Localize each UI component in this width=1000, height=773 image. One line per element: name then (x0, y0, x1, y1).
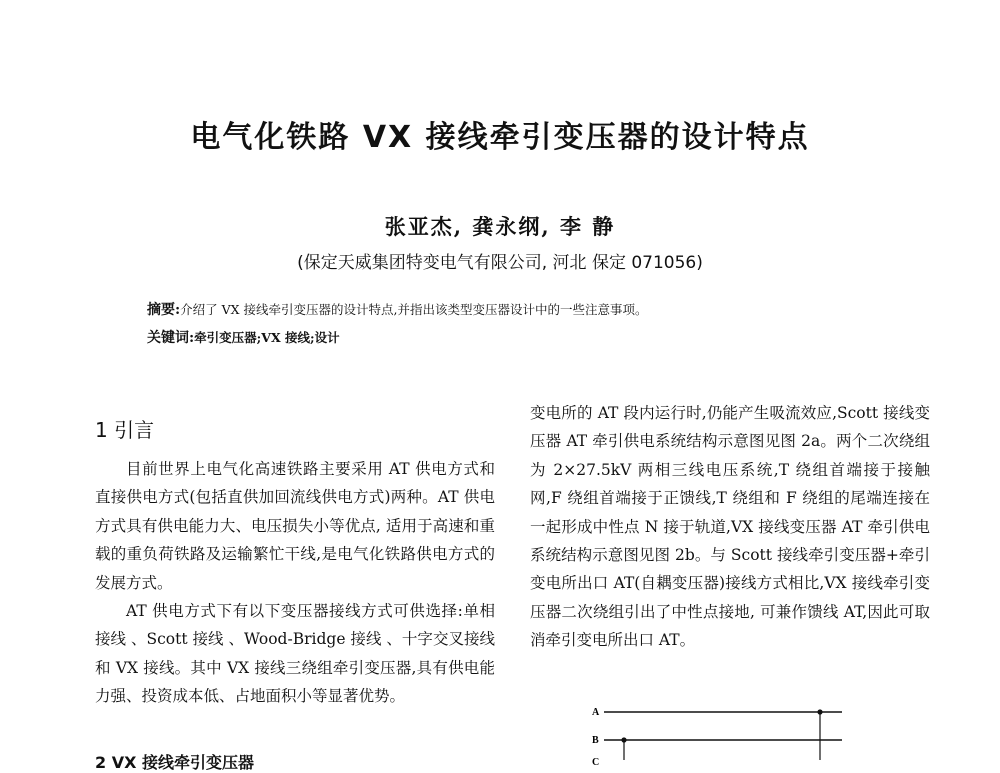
authors: 张亚杰, 龚永纲, 李 静 (384, 214, 616, 239)
abstract-text: 介绍了 VX 接线牵引变压器的设计特点,并指出该类型变压器设计中的一些注意事项。 (180, 302, 648, 317)
phase-label-b: B (592, 735, 599, 746)
left-column (95, 455, 495, 711)
right-column (530, 399, 930, 655)
paragraph-right: 变电所的 AT 段内运行时,仍能产生吸流效应,Scott 接线变压器 AT 牵引供电系统结构示意图见图 2a。两个二次绕组为 2×27.5kV 两相三线电压系统,T 绕组首端接于接触网,F 绕组首端接于正馈线,T 绕组和 F 绕组的尾端连接在一起形成中性点 N 接于轨道,VX 接线变压器 AT 牵引供电系统结构示意图见图 2b。与 Scott 接线牵引变压器+牵引变电所出口 AT(自耦变压器)接线方式相比,VX 接线牵引变压器二次绕组引出了中性点接地, 可兼作馈线 AT,因此可取消牵引变电所出口 AT。 (530, 404, 930, 650)
keywords-text: 牵引变压器;VX 接线;设计 (194, 330, 340, 345)
abstract-label: 摘要: (147, 302, 181, 318)
phase-label-c: C (592, 757, 600, 768)
paper-title: 电气化铁路 VX 接线牵引变压器的设计特点 (190, 120, 810, 155)
affiliation: (保定天威集团特变电气有限公司, 河北 保定 071056) (297, 253, 703, 273)
phase-label-a: A (592, 707, 600, 718)
figure-2-diagram (580, 695, 860, 768)
keywords-label: 关键词: (147, 330, 195, 346)
section-2-heading: 2 VX 接线牵引变压器 (95, 753, 254, 772)
paragraph-intro-1: 目前世界上电气化高速铁路主要采用 AT 供电方式和直接供电方式(包括直供加回流线供电方式)两种。AT 供电方式具有供电能力大、电压损失小等优点, 适用于高速和重载的重负荷铁路及运输繁忙干线,是电气化铁路供电方式的发展方式。 (95, 460, 495, 592)
keywords (147, 327, 867, 347)
paragraph-intro-2: AT 供电方式下有以下变压器接线方式可供选择:单相接线 、Scott 接线 、Wood-Bridge 接线 、十字交叉接线和 VX 接线。其中 VX 接线三绕组牵引变压器,具有供电能力强、投资成本低、占地面积小等显著优势。 (95, 602, 495, 706)
section-1-heading: 1 引言 (95, 418, 155, 442)
abstract (147, 299, 867, 319)
